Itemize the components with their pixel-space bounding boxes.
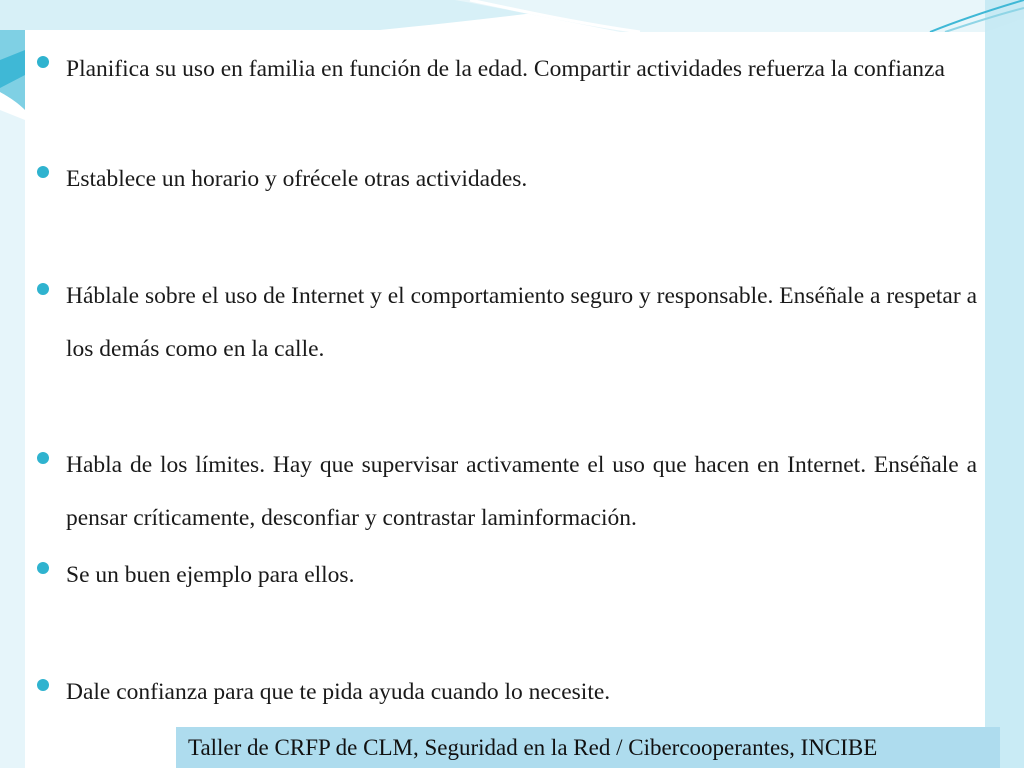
bullet-text: Habla de los límites. Hay que supervisar activamente el uso que hacen en Internet. Enséñale a pensar críticamente, desconfiar y contrastar laminformación. [66, 452, 977, 531]
bullet-item [37, 270, 977, 376]
bullet-dot-icon [37, 166, 49, 178]
bullet-text: Establece un horario y ofrécele otras actividades. [66, 166, 528, 192]
bullet-dot-icon [37, 283, 49, 295]
bullet-dot-icon [37, 56, 49, 68]
bullet-text: Planifica su uso en familia en función de la edad. Compartir actividades refuerza la confianza [66, 56, 945, 82]
slide-footer: Taller de CRFP de CLM, Seguridad en la Red / Cibercooperantes, INCIBE [176, 727, 1000, 768]
bullet-item [37, 43, 977, 96]
bullet-dot-icon [37, 452, 49, 464]
bullet-dot-icon [37, 562, 49, 574]
bullet-text: Háblale sobre el uso de Internet y el comportamiento seguro y responsable. Enséñale a respetar a los demás como en la calle. [66, 283, 977, 362]
bullet-item [37, 439, 977, 545]
bullet-dot-icon [37, 679, 49, 691]
bullet-item [37, 549, 977, 602]
slide-body [25, 32, 985, 718]
bullet-item [37, 153, 977, 206]
bullet-item [37, 666, 977, 719]
bullet-text: Se un buen ejemplo para ellos. [66, 562, 355, 588]
bullet-text: Dale confianza para que te pida ayuda cuando lo necesite. [66, 679, 611, 705]
